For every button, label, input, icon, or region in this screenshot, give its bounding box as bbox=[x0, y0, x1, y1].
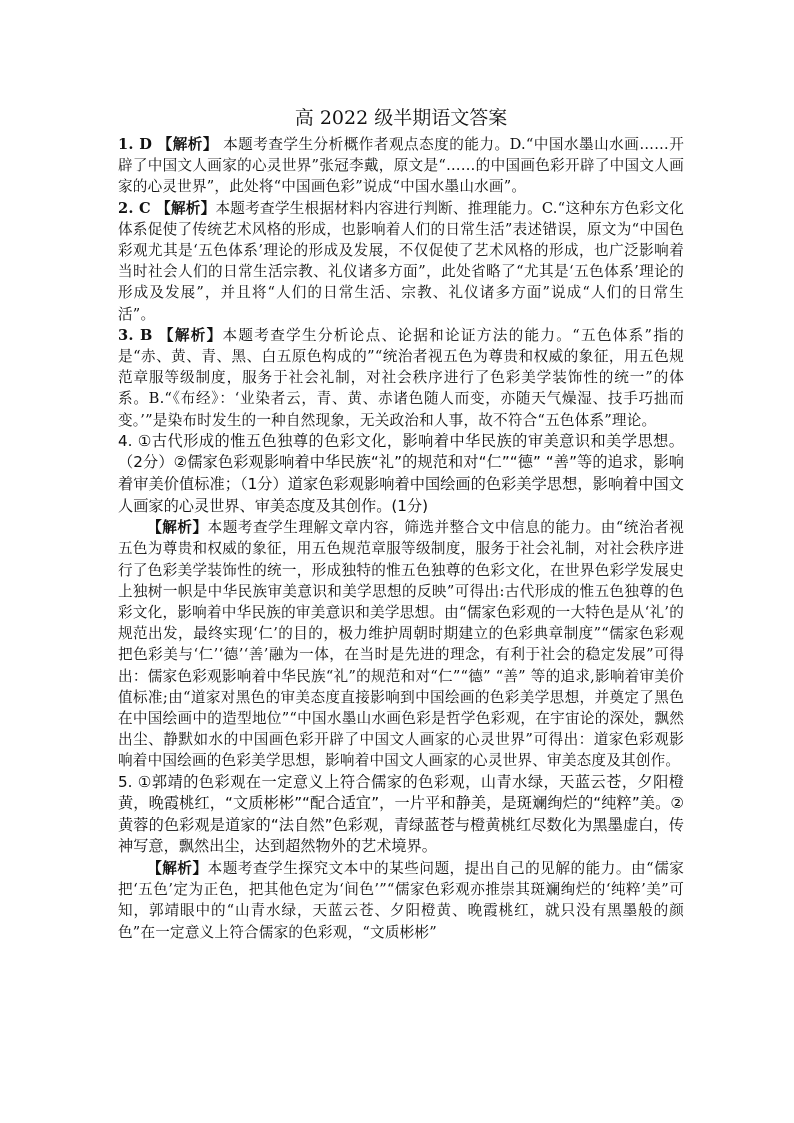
question-2-head: 2. C 【解析】 bbox=[118, 199, 216, 217]
answer-sheet bbox=[118, 104, 684, 943]
question-4-explanation bbox=[118, 517, 684, 771]
question-4-answer: 4. ①古代形成的惟五色独尊的色彩文化，影响着中华民族的审美意识和美学思想。（2分）②儒家色彩观影响着中华民族“礼”的规范和对“仁”“德” “善”等的追求，影响着审美价值标准；（1分）道家色彩观影响着中国绘画的色彩美学思想，影响着中国文人画家的心灵世界、审美态度及其创作。(1分) bbox=[118, 431, 684, 515]
question-2-body: 本题考查学生根据材料内容进行判断、推理能力。C.“这种东方色彩文化体系促使了传统艺术风格的形成，也影响着人们的日常生活”表述错误，原文为“中国色彩观尤其是‘五色体系’理论的形成及发展，不仅促使了艺术风格的形成，也广泛影响着当时社会人们的日常生活宗教、礼仪诸多方面”，此处省略了“尤其是‘五色体系’理论的形成及发展”，并且将“人们的日常生活、宗教、礼仪诸多方面”说成“人们的日常生活”。 bbox=[118, 199, 684, 323]
question-5-explanation bbox=[118, 858, 684, 943]
page-title: 高 2022 级半期语文答案 bbox=[294, 107, 508, 129]
question-1-head: 1. D 【解析】 bbox=[118, 136, 218, 153]
question-1-body: 本题考查学生分析概作者观点态度的能力。D.“中国水墨山水画……开辟了中国文人画家的心灵世界”张冠李戴，原文是“……的中国画色彩开辟了中国文人画家的心灵世界”，此处将“中国画色彩”说成“中国水墨山水画”。 bbox=[118, 136, 684, 196]
question-4-head: 【解析】 bbox=[147, 519, 208, 537]
question-1-explanation bbox=[118, 134, 684, 198]
question-3-body: 本题考查学生分析论点、论据和论证方法的能力。“五色体系”指的是“赤、黄、青、黑、白五原色构成的”“统治者视五色为尊贵和权威的象征，用五色规范章服等级制度，服务于社会礼制，对社会秩序进行了色彩美学装饰性的统一”的体系。B.“《布经》：‘业染者云，青、黄、赤诸色随人而变，亦随天气燥湿、技手巧拙而变。’”是染布时发生的一种自然现象，无关政治和人事，故不符合“五色体系”理论。 bbox=[118, 326, 684, 429]
question-3-head: 3. B 【解析】 bbox=[118, 326, 223, 344]
question-5-body: 本题考查学生探究文本中的某些问题，提出自己的见解的能力。由“儒家把‘五色’定为正色，把其他色定为‘间色’”“儒家色彩观亦推崇其斑斓绚烂的‘纯粹’美”可知，郭靖眼中的“山青水绿，天蓝云苍、夕阳橙黄、晚霞桃红，就只没有黑墨般的颜色”在一定意义上符合儒家的色彩观，“文质彬彬” bbox=[118, 860, 684, 941]
question-3-explanation bbox=[118, 325, 684, 431]
question-4-body: 本题考查学生理解文章内容，筛选并整合文中信息的能力。由“统治者视五色为尊贵和权威的象征，用五色规范章服等级制度，服务于社会礼制，对社会秩序进行了色彩美学装饰性的统一，形成独特的惟五色独尊的色彩文化，在世界色彩学发展史上独树一帜是中华民族审美意识和美学思想的反映”可得出:古代形成的惟五色独尊的色彩文化，影响着中华民族的审美意识和美学思想。由“儒家色彩观的一大特色是从‘礼’的规范出发，最终实现‘仁’的目的，极力维护周朝时期建立的色彩典章制度”“儒家色彩观把色彩美与‘仁’‘德’‘善’融为一体，在当时是先进的理念，有利于社会的稳定发展”可得出：儒家色彩观影响着中华民族“礼”的规范和对“仁”“德” “善” 等的追求,影响着审美价值标准;由“道家对黑色的审美态度直接影响到中国绘画的色彩美学思想，并奠定了黑色在中国绘画中的造型地位”“中国水墨山水画色彩是哲学色彩观，在宇宙论的深处，飘然出尘、静默如水的中国画色彩开辟了中国文人画家的心灵世界”可得出：道家色彩观影响着中国绘画的色彩美学思想，影响着中国文人画家的心灵世界、审美态度及其创作。 bbox=[118, 519, 684, 770]
question-2-explanation bbox=[118, 198, 684, 325]
question-5-answer: 5. ①郭靖的色彩观在一定意义上符合儒家的色彩观，山青水绿，天蓝云苍，夕阳橙黄，晚霞桃红，“文质彬彬”“配合适宜”，一片平和静美，是斑斓绚烂的“纯粹”美。②黄蓉的色彩观是道家的“法自然”色彩观，青绿蓝苍与橙黄桃红尽数化为黑墨虚白，传神写意，飘然出尘，达到超然物外的艺术境界。 bbox=[118, 772, 684, 856]
question-5-head: 【解析】 bbox=[147, 860, 208, 878]
